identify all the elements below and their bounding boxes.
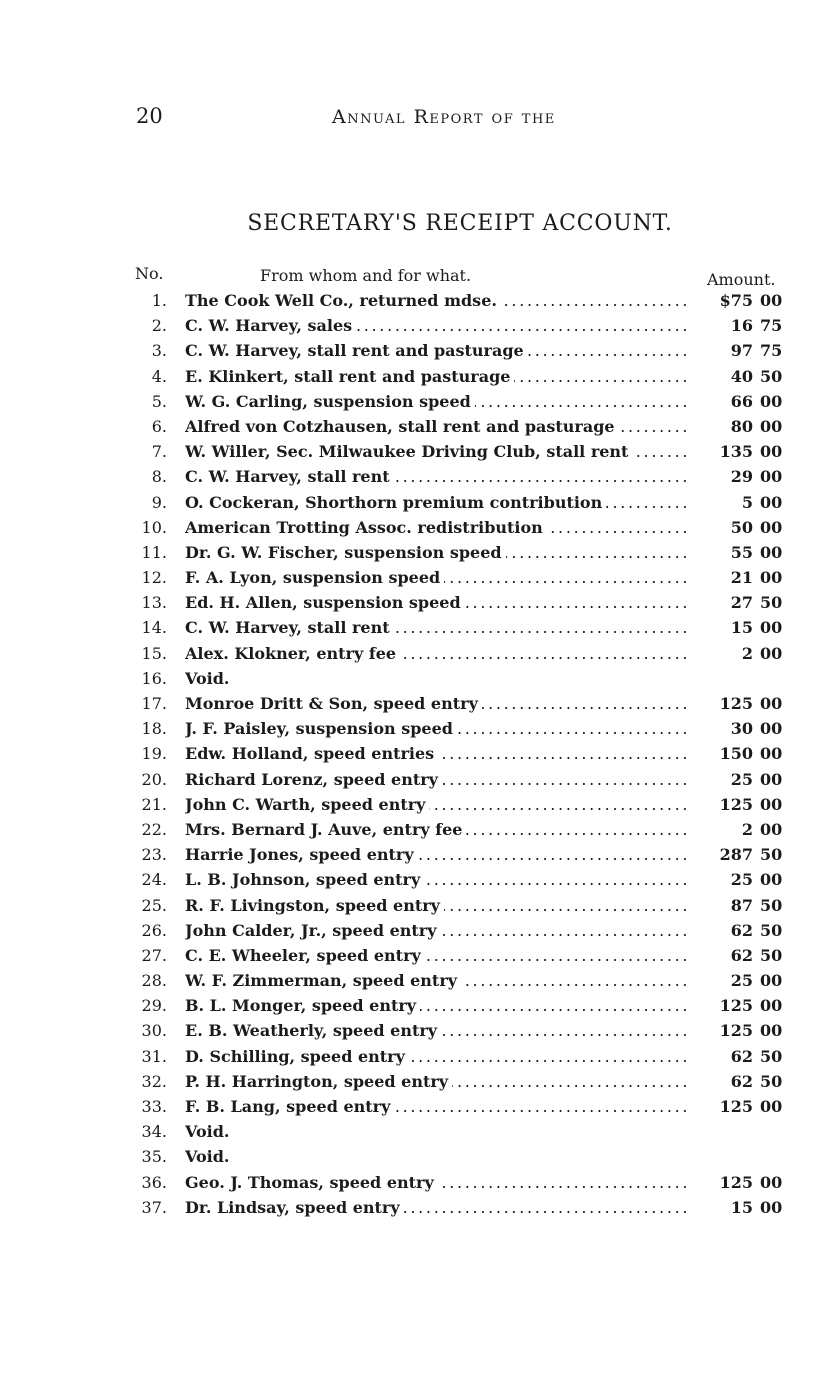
column-header-amount: Amount.	[707, 270, 776, 289]
row-description	[185, 968, 687, 993]
row-number: 15.	[141, 643, 167, 663]
row-description-text: Alfred von Cotzhausen, stall rent and pasturage	[185, 417, 619, 436]
row-description-text: Richard Lorenz, speed entry	[185, 770, 442, 789]
table-row	[0, 691, 831, 716]
row-description-text: C. W. Harvey, stall rent	[185, 618, 394, 637]
row-number: 36.	[141, 1172, 167, 1192]
row-description	[185, 615, 687, 640]
row-number: 6.	[151, 416, 167, 436]
row-amount-dollars: 40	[730, 366, 753, 386]
row-amount-dollars: 125	[719, 1021, 753, 1041]
row-amount-cents: 00	[760, 643, 783, 663]
row-amount-cents: 50	[760, 895, 783, 915]
table-row	[0, 565, 831, 590]
row-amount-dollars: 125	[719, 694, 753, 713]
row-amount-cents: 00	[760, 719, 783, 739]
row-amount-cents: 50	[760, 920, 783, 940]
row-description	[185, 338, 687, 363]
row-amount-dollars: 287	[719, 845, 753, 865]
row-amount-cents: 00	[760, 794, 783, 814]
table-row	[0, 893, 831, 918]
row-description	[185, 993, 687, 1018]
row-amount-dollars: 25	[730, 769, 753, 789]
row-number: 28.	[141, 971, 167, 991]
row-amount-cents: 00	[760, 517, 783, 537]
row-number: 18.	[141, 719, 167, 739]
row-description	[185, 641, 687, 666]
row-number: 27.	[141, 945, 167, 965]
row-description-text: B. L. Monger, speed entry	[185, 996, 420, 1015]
row-description	[185, 1195, 687, 1220]
table-row	[0, 817, 831, 842]
row-description	[185, 767, 687, 792]
table-row	[0, 615, 831, 640]
row-number: 14.	[141, 618, 167, 638]
row-number: 37.	[141, 1197, 167, 1217]
row-description	[185, 943, 687, 968]
row-description	[185, 1044, 687, 1069]
row-description	[185, 389, 687, 414]
row-amount-dollars: 15	[730, 618, 753, 638]
table-row	[0, 1094, 831, 1119]
table-row	[0, 968, 831, 993]
row-description-text: W. G. Carling, suspension speed	[185, 392, 475, 411]
row-number: 26.	[141, 920, 167, 940]
page-title: SECRETARY'S RECEIPT ACCOUNT.	[247, 211, 673, 236]
row-amount-dollars: $75	[719, 291, 753, 310]
row-amount-dollars: 29	[730, 467, 753, 487]
row-description	[185, 288, 687, 313]
row-amount-dollars: 125	[719, 1172, 753, 1192]
row-amount-dollars: 125	[719, 1097, 753, 1116]
row-amount-cents: 00	[760, 467, 783, 487]
row-description-text: C. W. Harvey, sales	[185, 316, 356, 335]
table-row	[0, 288, 831, 313]
row-description-text: Harrie Jones, speed entry	[185, 845, 418, 864]
table-row	[0, 389, 831, 414]
row-amount-cents: 00	[760, 1172, 783, 1192]
row-description-text: C. E. Wheeler, speed entry	[185, 946, 425, 965]
row-description-text: Void.	[185, 1122, 233, 1141]
row-amount-dollars: 25	[730, 870, 753, 890]
row-description	[185, 313, 687, 338]
row-amount-dollars: 16	[730, 316, 753, 336]
table-row	[0, 716, 831, 741]
row-description-text: O. Cockeran, Shorthorn premium contribution	[185, 493, 606, 512]
table-row	[0, 313, 831, 338]
row-amount-cents: 00	[760, 492, 783, 512]
row-description-text: American Trotting Assoc. redistribution	[185, 518, 547, 537]
row-description-text: E. B. Weatherly, speed entry	[185, 1021, 441, 1040]
row-amount-dollars: 135	[719, 442, 753, 462]
running-head: Annual Report of the	[332, 106, 556, 128]
row-amount-cents: 50	[760, 1071, 783, 1091]
table-row	[0, 590, 831, 615]
row-amount-dollars: 80	[730, 416, 753, 436]
row-amount-dollars: 25	[730, 971, 753, 991]
row-number: 16.	[141, 668, 167, 688]
row-amount-dollars: 87	[730, 895, 753, 915]
row-number: 32.	[141, 1071, 167, 1091]
row-amount-cents: 00	[760, 568, 783, 588]
row-amount-dollars: 62	[730, 920, 753, 940]
row-description	[185, 893, 687, 918]
receipt-table	[0, 288, 831, 1220]
row-number: 21.	[141, 794, 167, 814]
row-description-text: Mrs. Bernard J. Auve, entry fee	[185, 820, 466, 839]
row-description	[185, 741, 687, 766]
row-description-text: W. F. Zimmerman, speed entry	[185, 971, 461, 990]
table-row	[0, 439, 831, 464]
row-description-text: C. W. Harvey, stall rent	[185, 467, 394, 486]
table-row	[0, 338, 831, 363]
row-amount-dollars: 30	[730, 719, 753, 739]
row-description-text: The Cook Well Co., returned mdse.	[185, 291, 501, 310]
table-row	[0, 767, 831, 792]
row-description	[185, 716, 687, 741]
row-description	[185, 1094, 687, 1119]
row-amount-dollars: 62	[730, 945, 753, 965]
table-row	[0, 666, 831, 691]
row-amount-dollars: 125	[719, 996, 753, 1016]
row-number: 8.	[151, 467, 167, 487]
row-number: 12.	[141, 568, 167, 588]
row-amount-dollars: 62	[730, 1046, 753, 1066]
row-description	[185, 515, 687, 540]
row-number: 1.	[151, 291, 167, 310]
row-number: 7.	[151, 442, 167, 462]
row-number: 13.	[141, 593, 167, 613]
row-description-text: P. H. Harrington, speed entry	[185, 1072, 452, 1091]
table-row	[0, 1018, 831, 1043]
row-description	[185, 817, 687, 842]
row-description-text: Ed. H. Allen, suspension speed	[185, 593, 465, 612]
row-description	[185, 792, 687, 817]
row-description-text: Monroe Dritt & Son, speed entry	[185, 694, 482, 713]
table-row	[0, 993, 831, 1018]
row-description	[185, 1119, 687, 1144]
row-description-text: C. W. Harvey, stall rent and pasturage	[185, 341, 528, 360]
table-row	[0, 943, 831, 968]
row-description-text: Geo. J. Thomas, speed entry	[185, 1173, 438, 1192]
row-amount-cents: 50	[760, 945, 783, 965]
row-description	[185, 1170, 687, 1195]
row-description-text: Dr. G. W. Fischer, suspension speed	[185, 543, 506, 562]
row-amount-dollars: 66	[730, 391, 753, 411]
row-amount-cents: 00	[760, 618, 783, 638]
row-amount-cents: 00	[760, 819, 783, 839]
table-row	[0, 515, 831, 540]
row-number: 5.	[151, 391, 167, 411]
table-row	[0, 364, 831, 389]
row-description	[185, 867, 687, 892]
row-amount-cents: 75	[760, 341, 783, 361]
row-description-text: Alex. Klokner, entry fee	[185, 644, 400, 663]
row-amount-dollars: 2	[741, 819, 753, 839]
table-row	[0, 414, 831, 439]
table-row	[0, 1170, 831, 1195]
row-description	[185, 364, 687, 389]
row-number: 9.	[151, 492, 167, 512]
row-amount-cents: 50	[760, 366, 783, 386]
row-amount-dollars: 97	[730, 341, 753, 361]
row-amount-cents: 00	[760, 416, 783, 436]
row-number: 11.	[141, 542, 167, 562]
row-description-text: F. A. Lyon, suspension speed	[185, 568, 444, 587]
row-number: 3.	[151, 341, 167, 361]
row-amount-cents: 00	[760, 996, 783, 1016]
row-description	[185, 691, 687, 716]
column-header-no: No.	[135, 264, 164, 283]
row-description	[185, 414, 687, 439]
row-amount-dollars: 150	[719, 744, 753, 764]
table-row	[0, 464, 831, 489]
table-row	[0, 1119, 831, 1144]
row-amount-dollars: 125	[719, 794, 753, 814]
row-description	[185, 565, 687, 590]
row-description-text: J. F. Paisley, suspension speed	[185, 719, 457, 738]
row-amount-dollars: 50	[730, 517, 753, 537]
row-amount-cents: 00	[760, 1197, 783, 1217]
row-amount-cents: 00	[760, 870, 783, 890]
table-row	[0, 842, 831, 867]
row-amount-cents: 50	[760, 1046, 783, 1066]
row-description	[185, 1018, 687, 1043]
row-amount-dollars: 5	[741, 492, 753, 512]
table-row	[0, 1044, 831, 1069]
row-description-text: E. Klinkert, stall rent and pasturage	[185, 367, 514, 386]
table-row	[0, 641, 831, 666]
row-amount-dollars: 55	[730, 542, 753, 562]
row-description-text: John C. Warth, speed entry	[185, 795, 429, 814]
table-row	[0, 741, 831, 766]
row-description-text: Void.	[185, 1147, 233, 1166]
row-amount-dollars: 2	[741, 643, 753, 663]
table-row	[0, 792, 831, 817]
row-description	[185, 490, 687, 515]
table-row	[0, 1144, 831, 1169]
row-description-text: Void.	[185, 669, 233, 688]
row-number: 19.	[141, 744, 167, 764]
row-description	[185, 666, 687, 691]
row-description-text: Dr. Lindsay, speed entry	[185, 1198, 404, 1217]
row-description	[185, 464, 687, 489]
table-row	[0, 540, 831, 565]
row-number: 2.	[151, 316, 167, 336]
row-number: 24.	[141, 870, 167, 890]
row-amount-cents: 00	[760, 744, 783, 764]
row-number: 4.	[151, 366, 167, 386]
table-row	[0, 1069, 831, 1094]
row-amount-dollars: 27	[730, 593, 753, 613]
row-amount-cents: 00	[760, 1097, 783, 1116]
row-number: 10.	[141, 517, 167, 537]
row-amount-cents: 00	[760, 694, 783, 713]
row-description-text: D. Schilling, speed entry	[185, 1047, 409, 1066]
row-amount-dollars: 21	[730, 568, 753, 588]
row-number: 29.	[141, 996, 167, 1016]
row-number: 33.	[141, 1097, 167, 1116]
row-number: 35.	[141, 1147, 167, 1167]
row-amount-cents: 50	[760, 593, 783, 613]
row-number: 22.	[141, 819, 167, 839]
table-row	[0, 918, 831, 943]
column-header-from: From whom and for what.	[260, 266, 472, 285]
row-amount-cents: 75	[760, 316, 783, 336]
row-amount-cents: 00	[760, 442, 783, 462]
row-description	[185, 842, 687, 867]
row-number: 23.	[141, 845, 167, 865]
row-number: 34.	[141, 1122, 167, 1142]
row-description-text: Edw. Holland, speed entries	[185, 744, 438, 763]
row-description-text: R. F. Livingston, speed entry	[185, 896, 444, 915]
row-amount-cents: 00	[760, 1021, 783, 1041]
row-description	[185, 439, 687, 464]
row-description	[185, 590, 687, 615]
row-description-text: L. B. Johnson, speed entry	[185, 870, 424, 889]
row-amount-cents: 00	[760, 971, 783, 991]
row-number: 25.	[141, 895, 167, 915]
row-description	[185, 1069, 687, 1094]
row-amount-dollars: 62	[730, 1071, 753, 1091]
row-description	[185, 540, 687, 565]
table-row	[0, 867, 831, 892]
row-amount-cents: 00	[760, 391, 783, 411]
row-amount-dollars: 15	[730, 1197, 753, 1217]
row-description	[185, 918, 687, 943]
row-description-text: W. Willer, Sec. Milwaukee Driving Club, stall rent	[185, 442, 632, 461]
row-number: 31.	[141, 1046, 167, 1066]
page-number: 20	[136, 104, 163, 128]
row-description-text: F. B. Lang, speed entry	[185, 1097, 394, 1116]
row-amount-cents: 00	[760, 291, 783, 310]
row-number: 30.	[141, 1021, 167, 1041]
row-amount-cents: 50	[760, 845, 783, 865]
table-row	[0, 490, 831, 515]
row-number: 17.	[141, 694, 167, 713]
row-amount-cents: 00	[760, 542, 783, 562]
row-number: 20.	[141, 769, 167, 789]
row-amount-cents: 00	[760, 769, 783, 789]
table-row	[0, 1195, 831, 1220]
row-description-text: John Calder, Jr., speed entry	[185, 921, 441, 940]
row-description	[185, 1144, 687, 1169]
